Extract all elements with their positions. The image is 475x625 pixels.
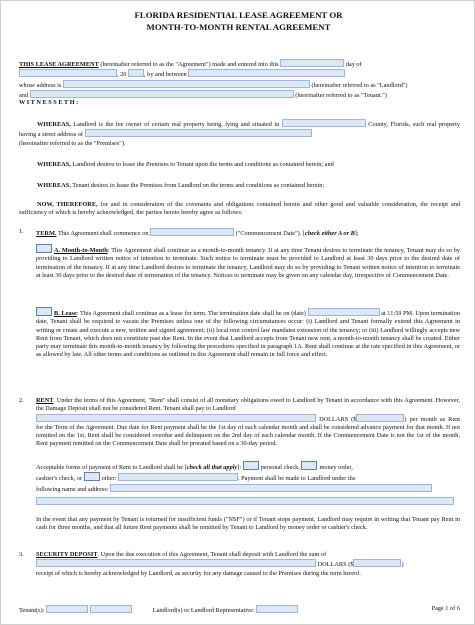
- now-therefore: NOW, THEREFORE, for and in consideration of the covenants and obligations contained herein and other good and valuable consideration, the receipt and sufficiency of which is hereby acknowledged, the parties hereto hereby agree as follows:: [19, 201, 461, 217]
- payee-address-line-2-field[interactable]: [36, 497, 454, 505]
- section-number-2: 2.: [19, 397, 24, 404]
- landlord-name-field[interactable]: [188, 69, 345, 77]
- title-line-2: MONTH-TO-MONTH RENTAL AGREEMENT: [146, 22, 331, 32]
- whereas-1: WHEREAS, Landlord is the fee owner of certain real property being, lying and situated in County, Florida, such real property having a street address of (hereinafter referred to as the "Premises").: [19, 121, 461, 147]
- lease-checkbox[interactable]: [36, 307, 52, 316]
- rent-section: RENT. Under the terms of this Agreement, "Rent" shall consist of all monetary obligations owed to Landlord by Tenant in accordance with this Agreement. However, the Damage Deposit shall not be considered Rent. Tenant shall pay to Landlord DOLLARS ($ ) per month as Rent for the Term of the Agreement. Due date for Rent payment shall be the 1st day of each calendar month and shall be considered advance payment for that month. If not remitted on the 1st, Rent shall be considered overdue and delinquent on the 2nd day of each calendar month. If the Commencement Date is not the 1st of the month, Rent payment remitted on the Commencement Date shall be prorated based on a 30-day period.: [36, 397, 461, 448]
- tenant-initials-1[interactable]: [46, 605, 88, 613]
- agreement-year-field[interactable]: [128, 69, 144, 77]
- page-number: Page 1 of 6: [431, 605, 460, 612]
- county-field[interactable]: [282, 119, 366, 127]
- tenant-initials-2[interactable]: [90, 605, 132, 613]
- personal-check-checkbox[interactable]: [243, 461, 259, 470]
- title-line-1: FLORIDA RESIDENTIAL LEASE AGREEMENT OR: [134, 10, 343, 20]
- termination-date-field[interactable]: [308, 308, 380, 316]
- agreement-day-field[interactable]: [280, 59, 344, 67]
- landlord-address-field[interactable]: [63, 80, 310, 88]
- nsf-paragraph: In the event that any payment by Tenant is returned for insufficient funds ("NSF") or if Tenant stops payment, Landlord may require in writing that Tenant pay Rent in cash for three months, and that all future Rent payments shall be remitted by Tenant to Landlord by money order or cashier's check.: [36, 516, 460, 532]
- landlord-initials[interactable]: [256, 605, 298, 613]
- term-section: TERM. This Agreement shall commence on ("Commencement Date"). [check either A or B];: [36, 230, 359, 237]
- deposit-amount-words-field[interactable]: [36, 559, 316, 567]
- other-payment-field[interactable]: [118, 473, 238, 481]
- intro-paragraph: THIS LEASE AGREEMENT (hereinafter referred to as the "Agreement") made and entered into this day of , 20 , by and between whose address is (hereinafter referred to as "Landlord") and (hereinafter referred to as "Tenant."): [19, 61, 408, 99]
- rent-amount-number-field[interactable]: [356, 414, 404, 422]
- agreement-month-field[interactable]: [19, 69, 117, 77]
- intro-lead: THIS LEASE AGREEMENT: [19, 61, 99, 68]
- street-address-field[interactable]: [85, 129, 312, 137]
- month-to-month-checkbox[interactable]: [36, 244, 52, 253]
- footer-tenants-label: Tenant(s):: [19, 607, 45, 614]
- deposit-amount-number-field[interactable]: [353, 559, 401, 567]
- page-footer: [19, 605, 460, 614]
- tenant-name-field[interactable]: [30, 90, 294, 98]
- footer-landlord-label: Landlord(s) or Landlord Representative:: [152, 607, 255, 614]
- payment-methods: Acceptable forms of payment of Rent to Landlord shall be [check all that apply]: personal check, money order, cashier's check, or other: . Payment shall be made to Landlord under the following name and address:: [36, 461, 460, 507]
- rent-amount-words-field[interactable]: [36, 414, 316, 422]
- other-payment-checkbox[interactable]: [84, 472, 100, 481]
- payee-name-address-field[interactable]: [110, 484, 432, 492]
- whereas-3: WHEREAS, Tenant desires to lease the Premises from Landlord on the terms and conditions as contained herein;: [37, 182, 325, 189]
- section-number-3: 3.: [19, 551, 24, 558]
- section-number-1: 1.: [19, 228, 24, 235]
- option-a-month-to-month: A. Month-to-Month: This Agreement shall continue as a month-to-month tenancy. If at any time Tenant desires to terminate the tenancy, Tenant may do so by providing to Landlord written notice of intention to terminate. Such notice to terminate must be provided to Landlord at least 30 days prior to the desired date of termination of the tenancy. If at any time Landlord desires to terminate the tenancy, Landlord may do so by providing to Tenant written notice of intention to terminate at least 30 days prior to the desired date of termination of the tenancy. Notices to terminate may be given on any calendar day, irrespective of Commencement Date.: [36, 244, 460, 280]
- witnesseth-heading: W I T N E S S E T H :: [19, 99, 79, 106]
- money-order-checkbox[interactable]: [301, 461, 317, 470]
- whereas-2: WHEREAS, Landlord desires to lease the Premises to Tenant upon the terms and conditions as contained herein; and: [37, 161, 334, 168]
- commencement-date-field[interactable]: [150, 228, 234, 236]
- option-b-lease: B. Lease: This Agreement shall continue as a lease for term. The termination date shall be on (date) at 11:59 PM. Upon termination date, Tenant shall be required to vacate the Premises unless one of the following circumstances occur: (i) Landlord and Tenant formally extend this Agreement in writing or create and execute a new, written and signed agreement; (ii) local rent control law mandates extension of the tenancy; or (iii) Landlord willingly accepts new Rent from Tenant, which does not constitute past due Rent. In the event that Landlord accepts from Tenant new rent, a month-to-month tenancy shall be created. Either party may terminate this month-to-month tenancy by following the procedures specified in paragraph 1A. Rent shall continue at the rate specified in this Agreement, or as allowed by law. All other terms and conditions as outlined in this Agreement shall remain in full force and effect.: [36, 307, 460, 360]
- security-deposit-section: SECURITY DEPOSIT. Upon the due execution of this Agreement, Tenant shall deposit with Landlord the sum of DOLLARS ($ ) receipt of which is hereby acknowledged by Landlord, as security for any damage caused to the Premises during the term hereof.: [36, 551, 404, 577]
